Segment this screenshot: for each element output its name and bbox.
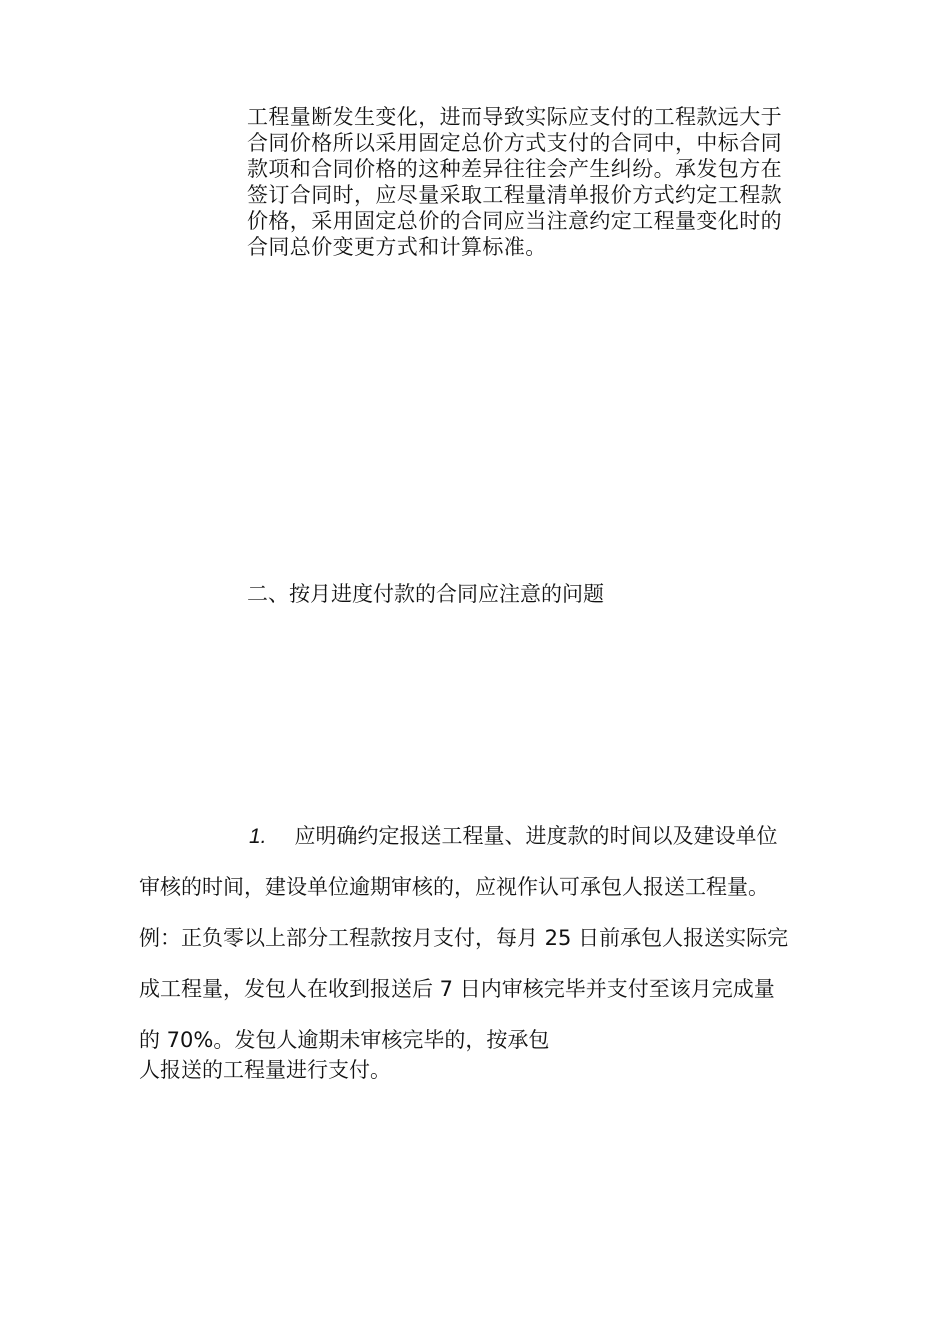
paragraph-line: 款项和合同价格的这种差异往往会产生纠纷。承发包方在 <box>247 157 782 181</box>
item-first-line <box>139 822 829 873</box>
item-line: 的 70%。发包人逾期未审核完毕的，按承包 <box>139 1028 550 1052</box>
numbered-item <box>139 822 829 1107</box>
item-line: 审核的时间，建设单位逾期审核的，应视作认可承包人报送工程量。 <box>139 875 769 899</box>
paragraph-line: 工程量断发生变化，进而导致实际应支付的工程款远大于 <box>247 105 782 129</box>
section-heading: 二、按月进度付款的合同应注意的问题 <box>247 582 604 606</box>
item-line: 成工程量，发包人在收到报送后 7 日内审核完毕并支付至该月完成量 <box>139 977 775 1001</box>
paragraph-line: 价格，采用固定总价的合同应当注意约定工程量变化时的 <box>247 209 782 233</box>
item-line: 人报送的工程量进行支付。 <box>139 1058 391 1082</box>
body-paragraph <box>247 104 817 260</box>
item-number: 1. <box>249 825 267 848</box>
paragraph-line: 合同总价变更方式和计算标准。 <box>247 235 547 259</box>
paragraph-line: 签订合同时，应尽量采取工程量清单报价方式约定工程款 <box>247 183 782 207</box>
paragraph-line: 合同价格所以采用固定总价方式支付的合同中，中标合同 <box>247 131 782 155</box>
item-line: 例：正负零以上部分工程款按月支付，每月 25 日前承包人报送实际完 <box>139 926 789 950</box>
item-text: 应明确约定报送工程量、进度款的时间以及建设单位 <box>294 824 778 848</box>
